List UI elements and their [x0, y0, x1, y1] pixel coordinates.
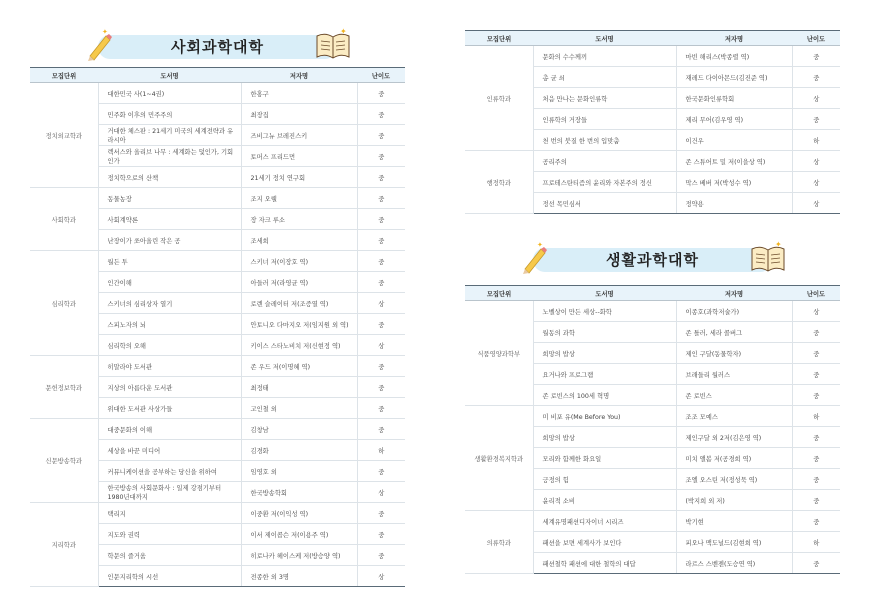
- book-table-social: [30, 67, 405, 587]
- header-author: 저자명: [676, 286, 792, 301]
- author-cell: 조지 오웰: [241, 188, 357, 209]
- author-cell: 히로나카 헤이스케 저(방승양 역): [241, 545, 357, 566]
- book-cell: 프로테스탄티즘의 윤리와 자본주의 정신: [533, 172, 676, 193]
- level-cell: 중: [357, 230, 405, 251]
- author-cell: 이서 제이콥슨 저(이용주 역): [241, 524, 357, 545]
- svg-text:✦: ✦: [102, 28, 108, 36]
- dept-cell: 지리학과: [30, 503, 98, 587]
- level-cell: 중: [792, 490, 840, 511]
- book-cell: 동물농장: [98, 188, 241, 209]
- level-cell: 중: [792, 469, 840, 490]
- author-cell: 피오나 맥도널드(김현희 역): [676, 532, 792, 553]
- book-cell: 난장이가 쏘아올린 작은 공: [98, 230, 241, 251]
- author-cell: 제인구달 외 2저(김은영 역): [676, 427, 792, 448]
- author-cell: 막스 베버 저(박성수 역): [676, 172, 792, 193]
- book-cell: 희망의 밥상: [533, 343, 676, 364]
- author-cell: 제리 무어(김우영 역): [676, 109, 792, 130]
- dept-cell: 문헌정보학과: [30, 356, 98, 419]
- level-cell: 중: [357, 272, 405, 293]
- author-cell: 김경화: [241, 440, 357, 461]
- header-dept: 모집단위: [465, 286, 533, 301]
- author-cell: 아들러 저(라영균 역): [241, 272, 357, 293]
- level-cell: 중: [357, 251, 405, 272]
- table-row: [465, 301, 840, 322]
- author-cell: 조조 모예스: [676, 406, 792, 427]
- open-book-icon: [748, 239, 788, 275]
- dept-cell: 신문방송학과: [30, 419, 98, 503]
- level-cell: 중: [357, 419, 405, 440]
- level-cell: 중: [357, 461, 405, 482]
- level-cell: 중: [357, 377, 405, 398]
- book-cell: 심리학의 오해: [98, 335, 241, 356]
- dept-cell: 의류학과: [465, 511, 533, 574]
- book-cell: 렉서스와 올리브 나무 : 세계화는 덫인가, 기회인가: [98, 146, 241, 167]
- author-cell: 마빈 해리스(박종렬 역): [676, 46, 792, 67]
- section-banner-living: [525, 240, 782, 277]
- header-level: 난이도: [792, 286, 840, 301]
- author-cell: (박지희 외 저): [676, 490, 792, 511]
- table-header: [465, 286, 840, 301]
- level-cell: 상: [792, 172, 840, 193]
- author-cell: 토머스 프리드먼: [241, 146, 357, 167]
- level-cell: 중: [792, 343, 840, 364]
- book-table-social-continued: [465, 30, 840, 214]
- level-cell: 상: [357, 293, 405, 314]
- table-row: [465, 151, 840, 172]
- header-dept: 모집단위: [465, 31, 533, 46]
- svg-text:✦: ✦: [775, 240, 782, 249]
- author-cell: 박기현: [676, 511, 792, 532]
- level-cell: 상: [792, 193, 840, 214]
- header-author: 저자명: [241, 68, 357, 83]
- dept-cell: 행정학과: [465, 151, 533, 214]
- open-book-icon: [313, 26, 353, 62]
- level-cell: 중: [357, 503, 405, 524]
- level-cell: 중: [357, 125, 405, 146]
- book-cell: 인문지리학의 시선: [98, 566, 241, 587]
- level-cell: 상: [357, 482, 405, 503]
- book-cell: 스키너의 심리상자 열기: [98, 293, 241, 314]
- header-level: 난이도: [792, 31, 840, 46]
- author-cell: 재레드 다이아몬드(김진준 역): [676, 67, 792, 88]
- book-cell: 문화의 수수께끼: [533, 46, 676, 67]
- level-cell: 중: [357, 524, 405, 545]
- level-cell: 하: [792, 406, 840, 427]
- book-cell: 위대한 도서관 사상가들: [98, 398, 241, 419]
- author-cell: 존 우드 저(이명혜 역): [241, 356, 357, 377]
- author-cell: 임영호 외: [241, 461, 357, 482]
- header-book: 도서명: [533, 31, 676, 46]
- header-author: 저자명: [676, 31, 792, 46]
- book-cell: 택리지: [98, 503, 241, 524]
- header-level: 난이도: [357, 68, 405, 83]
- level-cell: 중: [357, 356, 405, 377]
- level-cell: 중: [357, 167, 405, 188]
- author-cell: 이건우: [676, 130, 792, 151]
- level-cell: 중: [357, 209, 405, 230]
- book-cell: 대한민국 사(1~4권): [98, 83, 241, 104]
- book-cell: 히말라야 도서관: [98, 356, 241, 377]
- author-cell: 스키너 저(이장호 역): [241, 251, 357, 272]
- level-cell: 중: [792, 427, 840, 448]
- book-cell: 월든 투: [98, 251, 241, 272]
- header-book: 도서명: [533, 286, 676, 301]
- book-cell: 세계유명패션디자이너 시리즈: [533, 511, 676, 532]
- level-cell: 중: [357, 314, 405, 335]
- level-cell: 중: [792, 511, 840, 532]
- book-cell: 총 균 쇠: [533, 67, 676, 88]
- level-cell: 중: [792, 553, 840, 574]
- book-cell: 정선 목민심서: [533, 193, 676, 214]
- level-cell: 중: [792, 385, 840, 406]
- header-book: 도서명: [98, 68, 241, 83]
- dept-cell: 식품영양과학부: [465, 301, 533, 406]
- book-cell: 거대한 체스판 : 21세기 미국의 세계전략과 유라시아: [98, 125, 241, 146]
- level-cell: 중: [357, 188, 405, 209]
- author-cell: 한홍구: [241, 83, 357, 104]
- table-row: [30, 188, 405, 209]
- section-title: 생활과학대학: [606, 251, 699, 269]
- table-header: [465, 31, 840, 46]
- book-cell: 요거나와 프로그램: [533, 364, 676, 385]
- author-cell: 조세희: [241, 230, 357, 251]
- level-cell: 중: [792, 46, 840, 67]
- book-cell: 존 로빈스의 100세 혁명: [533, 385, 676, 406]
- author-cell: 장 자크 루소: [241, 209, 357, 230]
- book-cell: 공리주의: [533, 151, 676, 172]
- book-cell: 노벨상이 만든 세상--화학: [533, 301, 676, 322]
- level-cell: 중: [357, 104, 405, 125]
- table-row: [465, 46, 840, 67]
- book-table-living: [465, 285, 840, 574]
- author-cell: 한국문화인류학회: [676, 88, 792, 109]
- level-cell: 중: [357, 83, 405, 104]
- level-cell: 중: [792, 109, 840, 130]
- author-cell: 브래들리 월러스: [676, 364, 792, 385]
- book-cell: 월동의 과학: [533, 322, 676, 343]
- section-banner-social: [90, 27, 347, 64]
- book-cell: 지상의 아름다운 도서관: [98, 377, 241, 398]
- author-cell: 존 스튜어트 밀 저(이을상 역): [676, 151, 792, 172]
- svg-text:✦: ✦: [537, 241, 543, 249]
- author-cell: 김창남: [241, 419, 357, 440]
- book-cell: 희망의 밥상: [533, 427, 676, 448]
- book-cell: 지도와 권력: [98, 524, 241, 545]
- author-cell: 정약용: [676, 193, 792, 214]
- level-cell: 중: [792, 67, 840, 88]
- level-cell: 중: [357, 146, 405, 167]
- author-cell: 키이스 스타노비치 저(신현정 역): [241, 335, 357, 356]
- level-cell: 하: [792, 130, 840, 151]
- author-cell: 존 틀러, 세라 콜버그: [676, 322, 792, 343]
- author-cell: 전종한 외 3명: [241, 566, 357, 587]
- svg-text:✦: ✦: [340, 27, 347, 36]
- author-cell: 존 로빈스: [676, 385, 792, 406]
- level-cell: 중: [357, 398, 405, 419]
- book-cell: 스피노자의 뇌: [98, 314, 241, 335]
- book-cell: 처음 만나는 문화인류학: [533, 88, 676, 109]
- header-dept: 모집단위: [30, 68, 98, 83]
- level-cell: 하: [792, 532, 840, 553]
- table-row: [30, 83, 405, 104]
- level-cell: 상: [357, 566, 405, 587]
- author-cell: 고인철 외: [241, 398, 357, 419]
- table-row: [30, 251, 405, 272]
- book-cell: 인간이해: [98, 272, 241, 293]
- book-cell: 대중문화의 이해: [98, 419, 241, 440]
- level-cell: 중: [357, 545, 405, 566]
- book-cell: 세상을 바꾼 미디어: [98, 440, 241, 461]
- level-cell: 상: [792, 151, 840, 172]
- book-cell: 민주화 이후의 민주주의: [98, 104, 241, 125]
- dept-cell: 정치외교학과: [30, 83, 98, 188]
- level-cell: 중: [792, 322, 840, 343]
- author-cell: 라르스 스벤젠(도승연 역): [676, 553, 792, 574]
- book-cell: 학문의 즐거움: [98, 545, 241, 566]
- book-cell: 천 번의 붓질 한 번의 입맞춤: [533, 130, 676, 151]
- dept-cell: 인류학과: [465, 46, 533, 151]
- level-cell: 하: [357, 440, 405, 461]
- book-cell: 커뮤니케이션을 공부하는 당신을 위하여: [98, 461, 241, 482]
- author-cell: 21세기 정치 연구회: [241, 167, 357, 188]
- section-title: 사회과학대학: [171, 38, 264, 56]
- author-cell: 조엘 오스틴 저(정성묵 역): [676, 469, 792, 490]
- level-cell: 중: [792, 448, 840, 469]
- level-cell: 상: [792, 301, 840, 322]
- author-cell: 이중환 저(이익성 역): [241, 503, 357, 524]
- dept-cell: 생활환경복지학과: [465, 406, 533, 511]
- table-row: [30, 503, 405, 524]
- dept-cell: 심리학과: [30, 251, 98, 356]
- level-cell: 중: [792, 364, 840, 385]
- book-cell: 정치학으로의 산책: [98, 167, 241, 188]
- table-row: [30, 419, 405, 440]
- book-cell: 윤리적 소비: [533, 490, 676, 511]
- dept-cell: 사회학과: [30, 188, 98, 251]
- book-cell: 패션을 보면 세계사가 보인다: [533, 532, 676, 553]
- author-cell: 최정태: [241, 377, 357, 398]
- table-row: [465, 511, 840, 532]
- author-cell: 한국방송학회: [241, 482, 357, 503]
- author-cell: 최장집: [241, 104, 357, 125]
- author-cell: 즈비그뉴 브레진스키: [241, 125, 357, 146]
- author-cell: 미치 앨봄 저(공경희 역): [676, 448, 792, 469]
- author-cell: 로렌 슬레이터 저(조증열 역): [241, 293, 357, 314]
- author-cell: 제인 구달(동물학자): [676, 343, 792, 364]
- book-cell: 모리와 함께한 화요일: [533, 448, 676, 469]
- book-cell: 패션철학 패션에 대한 철학의 대답: [533, 553, 676, 574]
- table-header: [30, 68, 405, 83]
- table-row: [30, 356, 405, 377]
- book-cell: 한국방송의 사회문화사 : 일제 강점기부터 1980년대까지: [98, 482, 241, 503]
- author-cell: 안토니오 다마지오 저(임지원 외 역): [241, 314, 357, 335]
- right-page: [435, 0, 870, 611]
- book-cell: 미 비포 유(Me Before You): [533, 406, 676, 427]
- author-cell: 이종호(과학저술가): [676, 301, 792, 322]
- book-cell: 인류학의 거장들: [533, 109, 676, 130]
- book-cell: 사회계약론: [98, 209, 241, 230]
- level-cell: 상: [792, 88, 840, 109]
- level-cell: 상: [357, 335, 405, 356]
- book-cell: 긍정의 힘: [533, 469, 676, 490]
- table-row: [465, 406, 840, 427]
